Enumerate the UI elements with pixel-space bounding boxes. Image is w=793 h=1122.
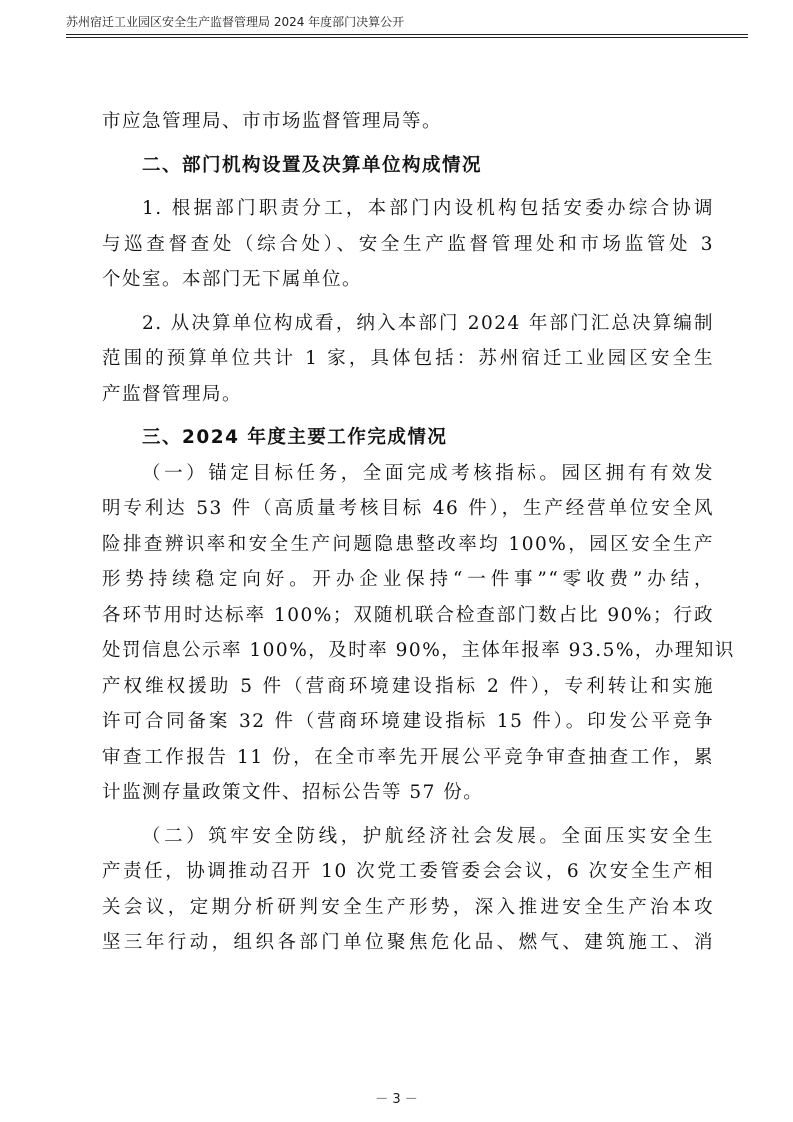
paragraph-line: 2. 从决算单位构成看，纳入本部门 2024 年部门汇总决算编制 [142,312,714,334]
paragraph-line: 个处室。本部门无下属单位。 [102,269,363,290]
section-heading-2: 二、部门机构设置及决算单位构成情况 [142,154,483,176]
paragraph-line: 市应急管理局、市市场监督管理局等。 [102,111,443,132]
paragraph-line: （一）锚定目标任务，全面完成考核指标。园区拥有有效发 [142,462,714,484]
paragraph-line: 处罚信息公示率 100%，及时率 90%，主体年报率 93.5%，办理知识 [102,640,735,661]
paragraph-line: 各环节用时达标率 100%；双随机联合检查部门数占比 90%；行政 [102,604,714,626]
header-rule [66,34,748,35]
header-rule-thin [66,37,748,38]
paragraph-line: 关会议，定期分析研判安全生产形势，深入推进安全生产治本攻 [102,896,714,918]
paragraph-line: 产责任，协调推动召开 10 次党工委管委会会议，6 次安全生产相 [102,861,714,882]
document-body [102,104,735,961]
section-heading-3: 三、2024 年度主要工作完成情况 [142,427,448,448]
paragraph-line: 1. 根据部门职责分工，本部门内设机构包括安委办综合协调 [142,198,714,219]
paragraph-line: 许可合同备案 32 件（营商环境建设指标 15 件）。印发公平竞争 [102,711,714,732]
paragraph-line: 产监督管理局。 [102,383,243,405]
paragraph-line: 范围的预算单位共计 1 家，具体包括：苏州宿迁工业园区安全生 [102,348,714,369]
paragraph-line: 计监测存量政策文件、招标公告等 57 份。 [102,782,484,803]
paragraph-line: 明专利达 53 件（高质量考核目标 46 件），生产经营单位安全风 [102,498,714,519]
page-number: － 3 － [375,1092,418,1107]
paragraph-line: 形势持续稳定向好。开办企业保持“一件事”“零收费”办结， [102,569,714,590]
paragraph-line: （二）筑牢安全防线，护航经济社会发展。全面压实安全生 [142,825,714,847]
paragraph-line: 产权维权援助 5 件（营商环境建设指标 2 件），专利转让和实施 [102,675,714,697]
page-header: 苏州宿迁工业园区安全生产监督管理局 2024 年度部门决算公开 [66,15,405,29]
paragraph-line: 审查工作报告 11 份，在全市率先开展公平竞争审查抽查工作，累 [102,746,714,768]
paragraph-line: 坚三年行动，组织各部门单位聚焦危化品、燃气、建筑施工、消 [102,932,714,953]
paragraph-line: 与巡查督查处（综合处）、安全生产监督管理处和市场监管处 3 [102,233,714,255]
paragraph-line: 险排查辨识率和安全生产问题隐患整改率均 100%，园区安全生产 [102,533,714,555]
